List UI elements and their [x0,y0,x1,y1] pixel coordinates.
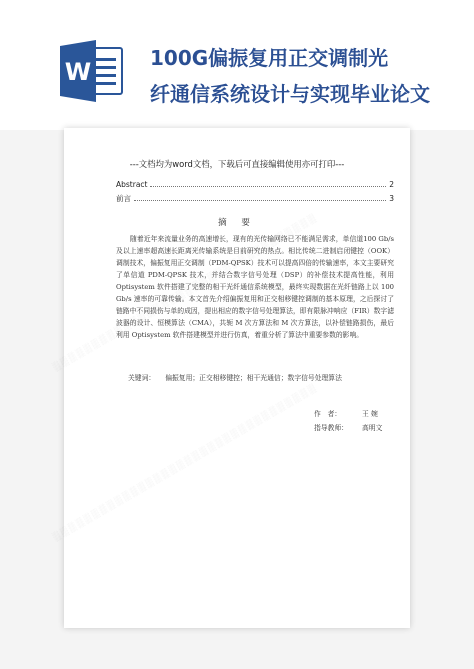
abstract-line: 本文主要研究了单信道 PDM-QPSK 技术，并结合数字信号处理（DSP）的补偿技术提高性 [116,259,394,279]
document-page [64,128,410,628]
author-line [314,408,378,418]
title-line-1: 100G偏振复用正交调制光 [150,46,389,70]
toc-label: 前言 [116,194,131,203]
word-logo-letter: W [64,58,92,86]
keywords-value: 偏振复用；正交相移键控；相干光通信；数字信号处理算法 [165,374,342,382]
abstract-line: （FIR）数字滤波器的设计、恒模算法（CMA），共轭 M 次方算法和 M 次方算法，以补 [116,307,394,327]
abstract-line: 之后探讨了链路中不同损伤与单的成因，提出相应的数字信号处理算法，即有限脉冲响应 [116,295,395,315]
toc-label: Abstract [116,180,148,189]
abstract-body [116,233,394,341]
toc-page: 2 [389,180,394,189]
keywords [128,372,394,382]
advisor-line [314,422,382,432]
keywords-label: 关键词： [128,374,156,382]
title-line-2: 纤通信系统设计与实现毕业论文 [150,82,430,106]
abstract-line: 100 Gb/s 及以上速率超高速长距离光传输系统是目前研究的热点。相比传统二进制启闭键 [116,235,394,255]
toc-leader [134,195,386,201]
page-title [150,40,468,112]
abstract-line: 偿链路损伤，最后利用 Optisystem 软件搭建模型并进行仿真，着重分析了算法中重要参数 [116,319,395,339]
author-label: 作 者： [314,410,342,418]
abstract-line: 的影响。 [335,331,364,339]
toc-row[interactable] [116,180,394,192]
abstract-heading: 摘 要 [218,218,256,228]
banner [0,0,474,130]
download-notice: ---文档均为word文档，下载后可直接编辑使用亦可打印--- [129,159,345,169]
toc-row[interactable] [116,193,394,205]
advisor-name: 高明文 [362,424,383,432]
word-icon [60,40,124,102]
abstract-line: 随着近年来流量业务的高速增长，现有的光传输网络已不能满足需求，单信道 [130,235,364,243]
toc-leader [150,181,386,187]
abstract-text [116,233,394,341]
abstract-line: 能，利用 Optisystem 软件搭建了完整的相干光纤通信系统模型，最终实现数据在光纤链路 [116,271,394,291]
watermark [52,383,320,543]
abstract-line: 控（OOK）调制技术，偏振复用正交调制（PDM-QPSK）技术可以提高四倍的传输速率， [116,247,394,267]
abstract-line: 上以 100 Gb/s 速率的可靠传输。本文首先介绍偏振复用和正交相移键控调制的基本原理， [116,283,394,303]
advisor-label: 指导教师： [314,424,348,432]
toc-page: 3 [389,194,394,203]
author-name: 王 婉 [362,410,378,418]
